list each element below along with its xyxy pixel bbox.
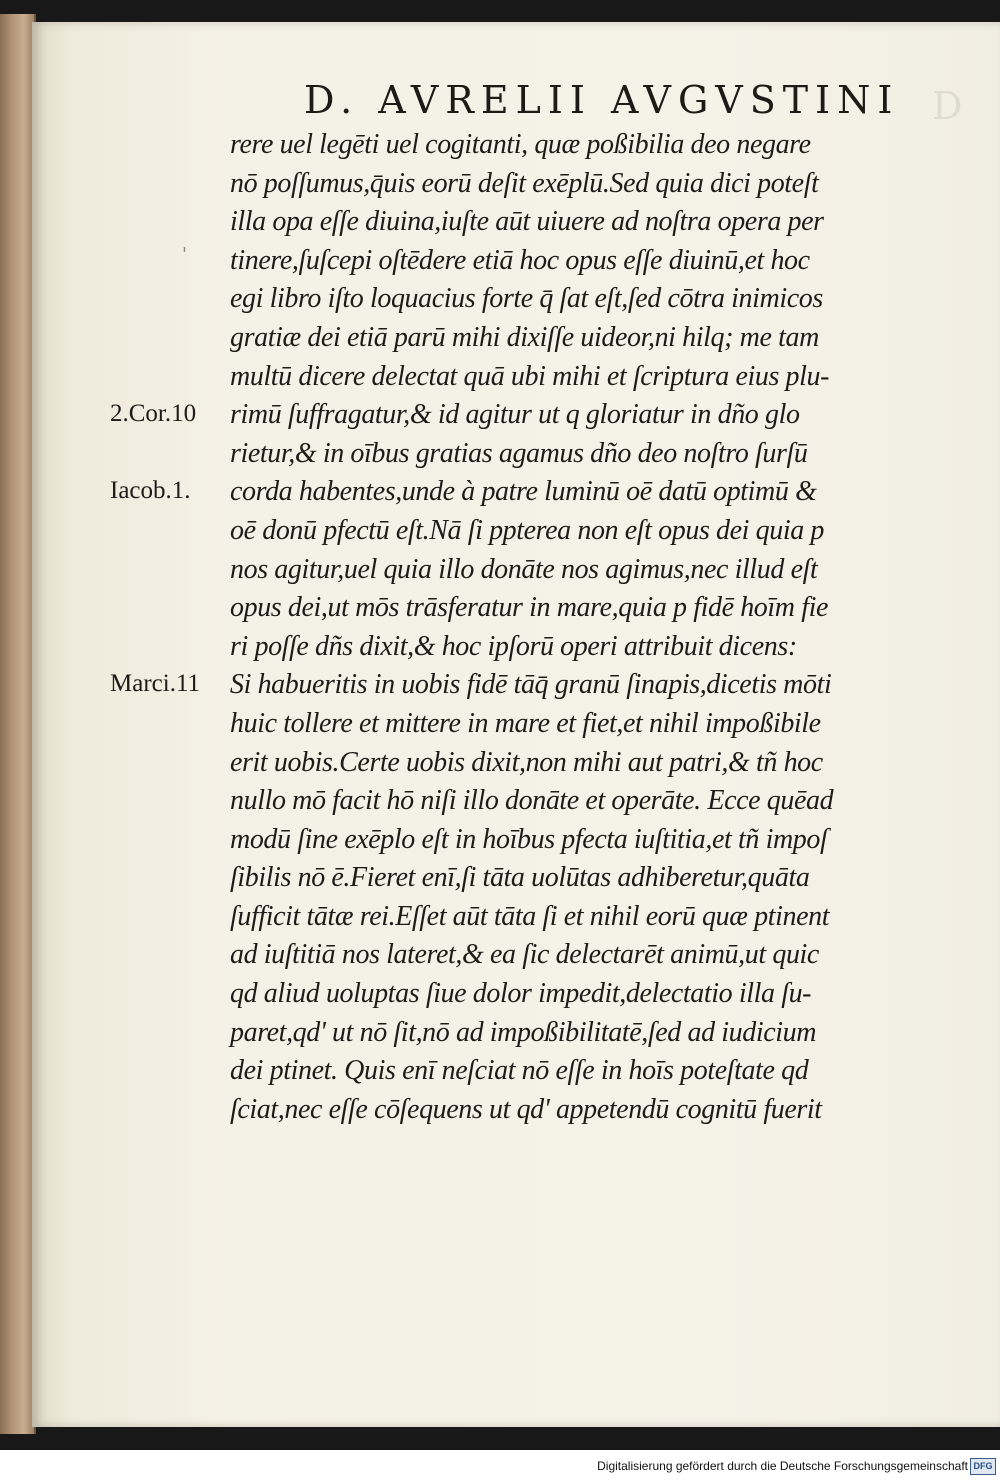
text-line: nullo mō facit hō niſi illo donāte et operāte. Ecce quēad [230, 785, 834, 817]
book-cover-edge [0, 14, 36, 1434]
text-line: huic tollere et mittere in mare et fiet,et nihil impoßibile [230, 707, 821, 739]
book-page [32, 22, 1000, 1427]
marginal-reference: Marci.11 [110, 670, 201, 698]
digitization-footer [0, 1450, 1000, 1482]
dfg-logo: DFG [970, 1458, 996, 1475]
text-line: ſciat,nec eſſe cōſequens ut qd' appetendū cognitū fuerit [230, 1093, 822, 1125]
text-line: ri poſſe dñs dixit,& hoc ipſorū operi attribuit dicens: [230, 630, 797, 662]
text-line: nō poſſumus,q̄uis eorū deſit exēplū.Sed quia dici poteſt [230, 167, 819, 199]
text-line: rimū ſuffragatur,& id agitur ut q gloriatur in dño glo [230, 399, 800, 431]
text-line: corda habentes,unde à patre luminū oē datū optimū & [230, 476, 817, 508]
text-line: gratiæ dei etiā parū mihi dixiſſe uideor,ni hilq; me tam [230, 321, 819, 353]
text-line: Si habueritis in uobis fidē tāq̄ granū ſinapis,dicetis mōti [230, 669, 832, 701]
text-line: ſufficit tātæ rei.Eſſet aūt tāta ſi et nihil eorū quæ ptinent [230, 900, 830, 932]
text-line: ad iuſtitiā nos lateret,& ea ſic delectarēt animū,ut quic [230, 939, 819, 971]
text-line: illa opa eſſe diuina,iuſte aūt uiuere ad noſtra opera per [230, 206, 824, 238]
marginal-reference: Iacob.1. [110, 477, 191, 505]
text-line: tinere,ſuſcepi oſtēdere etiā hoc opus eſſe diuinū,et hoc [230, 244, 810, 276]
main-text-block [230, 126, 970, 1129]
text-line: qd aliud uoluptas ſiue dolor impedit,delectatio illa ſu- [230, 978, 812, 1010]
text-line: paret,qd' ut nō ſit,nō ad impoßibilitatē,ſed ad iudicium [230, 1016, 817, 1048]
marginal-notes [110, 126, 230, 1326]
text-line: multū dicere delectat quā ubi mihi et ſcriptura eius plu- [230, 360, 830, 392]
text-line: rere uel legēti uel cogitanti, quæ poßibilia deo negare [230, 129, 811, 160]
text-line: egi libro iſto loquacius forte q̄ ſat eſt,ſed cōtra inimicos [230, 283, 823, 315]
text-line: nos agitur,uel quia illo donāte nos agimus,nec illud eſt [230, 553, 818, 585]
text-line: ſibilis nō ē.Fieret enī,ſi tāta uolūtas adhiberetur,quāta [230, 862, 810, 894]
running-title: D. AVRELII AVGVSTINI [304, 78, 900, 122]
text-line: modū ſine exēplo eſt in hoībus pfecta iuſtitia,et tñ impoſ [230, 823, 828, 855]
marginal-reference: 2.Cor.10 [110, 400, 197, 428]
text-line: dei ptinet. Quis enī neſciat nō eſſe in hoīs poteſtate qd [230, 1055, 809, 1087]
show-through-text: D [932, 84, 970, 128]
text-line: rietur,& in oībus gratias agamus dño deo noſtro ſurſū [230, 437, 808, 469]
text-line: opus dei,ut mōs trāsferatur in mare,quia p fidē hoīm fie [230, 592, 828, 624]
text-line: oē donū pfectū eſt.Nā ſi ppterea non eſt opus dei quia p [230, 514, 825, 546]
funding-credit: Digitalisierung gefördert durch die Deutsche Forschungsgemeinschaft [597, 1459, 968, 1473]
marginal-tick-mark: ' [182, 244, 187, 265]
text-line: erit uobis.Certe uobis dixit,non mihi aut patri,& tñ hoc [230, 746, 823, 778]
